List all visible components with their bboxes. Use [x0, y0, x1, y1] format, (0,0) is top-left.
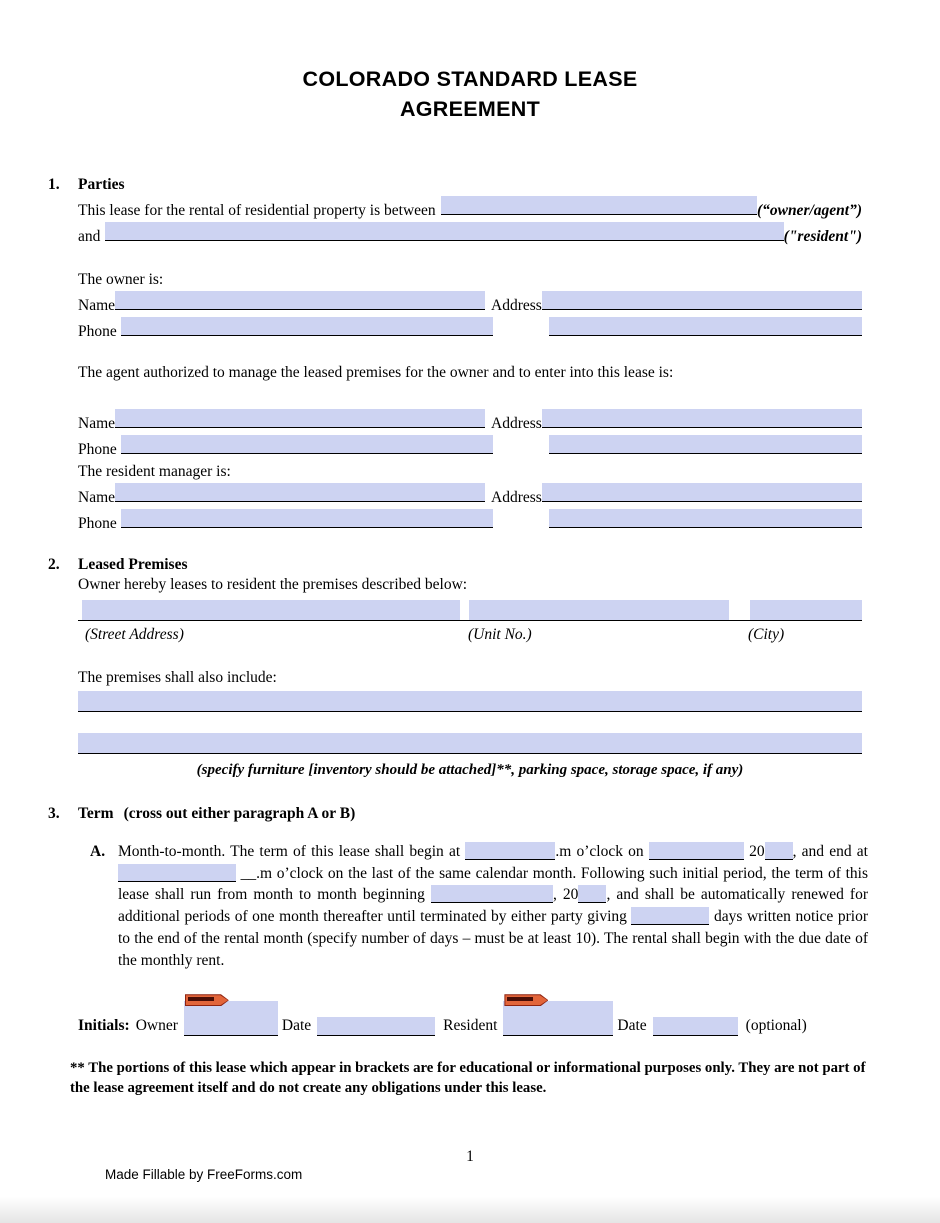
term-text-5: __.m o’clock on the last of the same calendar month. Following such initial period, the term of this lease shall run from month to month beginning [118, 864, 868, 904]
agent-address-label: Address [491, 415, 542, 432]
owner-is-label [78, 269, 862, 291]
resident-manager-text: The resident manager is: [78, 463, 231, 480]
term-text-3: 20 [743, 843, 765, 860]
owner-date-label: Date [281, 1017, 312, 1035]
manager-name-label: Name [78, 489, 116, 506]
premises-include-label: The premises shall also include: [78, 669, 277, 686]
owner-label: Owner [135, 1017, 178, 1035]
manager-name-row [78, 483, 862, 509]
notice-days-field[interactable] [631, 907, 709, 925]
begin-time-field[interactable] [465, 842, 555, 860]
sign-here-tag-icon [504, 994, 548, 1006]
term-text-4: , and end at [792, 843, 868, 860]
owner-phone-row [78, 317, 862, 343]
owner-name-row [78, 291, 862, 317]
premises-section-number: 2. [48, 556, 60, 573]
agent-name-label: Name [78, 415, 116, 432]
agent-address-field[interactable] [542, 409, 862, 428]
resident-manager-label [78, 461, 862, 483]
title-line-2: AGREEMENT [399, 97, 541, 121]
agent-phone-row [78, 435, 862, 461]
manager-phone-field[interactable] [121, 509, 493, 528]
paragraph-a-label: A. [90, 843, 106, 860]
initials-label: Initials: [78, 1017, 130, 1035]
city-field[interactable] [750, 600, 862, 620]
initials-row [78, 1001, 862, 1036]
premises-address-line [78, 600, 862, 621]
parties-intro-text: This lease for the rental of residential property is between [78, 202, 436, 219]
section-leased-premises [0, 556, 940, 779]
page-number: 1 [466, 1148, 474, 1165]
manager-address-label: Address [491, 489, 542, 506]
resident-initials-date-field[interactable] [653, 1017, 738, 1036]
month-beginning-field[interactable] [431, 885, 553, 903]
owner-agent-name-field[interactable] [441, 196, 757, 215]
street-address-field[interactable] [82, 600, 460, 620]
parties-heading-row [48, 176, 868, 194]
begin-date-field[interactable] [649, 842, 744, 860]
term-section-number: 3. [48, 805, 60, 822]
term-heading-note: (cross out either paragraph A or B) [123, 805, 356, 822]
title-line-1: COLORADO STANDARD LEASE [302, 67, 638, 91]
owner-phone-label: Phone [78, 323, 117, 340]
beginning-year-field[interactable] [578, 885, 606, 903]
term-paragraph-a [90, 841, 869, 971]
street-address-caption: (Street Address) [85, 626, 184, 643]
and-text: and [78, 228, 101, 245]
manager-phone-label: Phone [78, 515, 117, 532]
section-parties [0, 176, 940, 535]
term-heading-row [48, 805, 868, 823]
resident-names-field[interactable] [105, 222, 783, 241]
unit-no-field[interactable] [469, 600, 729, 620]
resident-label-initials: Resident [443, 1017, 498, 1035]
freeforms-credit: Made Fillable by FreeForms.com [105, 1167, 303, 1182]
resident-label: ("resident") [783, 228, 862, 245]
educational-footnote: ** The portions of this lease which appear in brackets are for educational or informational purposes only. They are not part of the lease agreement itself and do not create any obligations under this lease. [70, 1060, 866, 1097]
owner-agent-label: (“owner/agent”) [756, 202, 862, 219]
agent-name-field[interactable] [115, 409, 485, 428]
agent-phone-field[interactable] [121, 435, 493, 454]
end-time-field[interactable] [118, 864, 236, 882]
sign-here-tag-icon [185, 994, 229, 1006]
owner-initials-date-field[interactable] [317, 1017, 435, 1036]
owner-name-label: Name [78, 297, 116, 314]
premises-include-field-2[interactable] [78, 733, 862, 754]
owner-phone-field[interactable] [121, 317, 493, 336]
owner-phone-2-field[interactable] [549, 317, 862, 336]
city-caption: (City) [748, 626, 785, 643]
owner-address-label: Address [491, 297, 542, 314]
manager-phone-row [78, 509, 862, 535]
owner-initials-field[interactable] [184, 1001, 278, 1036]
term-text-7: , and shall be automatically renewed for additional periods of one month thereafter until terminated by either party giving [118, 886, 869, 926]
manager-name-field[interactable] [115, 483, 485, 502]
term-text-8: days written notice prior to the end of the rental month (specify number of days – must be at least 10). The rental shall begin with the due date of the monthly rent. [118, 908, 868, 969]
parties-intro-line-2 [78, 222, 862, 248]
parties-intro-line-1 [78, 196, 862, 222]
agent-phone-label: Phone [78, 441, 117, 458]
agent-name-row [78, 409, 862, 435]
unit-no-caption: (Unit No.) [468, 626, 532, 643]
term-text-1: Month-to-month. The term of this lease shall begin at [118, 843, 466, 860]
manager-phone-2-field[interactable] [549, 509, 862, 528]
agent-phone-2-field[interactable] [549, 435, 862, 454]
specify-furniture-caption: (specify furniture [inventory should be attached]**, parking space, storage space, if any) [196, 762, 744, 778]
parties-section-heading: Parties [78, 176, 125, 193]
document-title [0, 64, 940, 124]
resident-initials-field[interactable] [503, 1001, 613, 1036]
premises-section-heading: Leased Premises [78, 556, 188, 573]
owner-is-text: The owner is: [78, 271, 164, 288]
term-text-2: .m o’clock on [555, 843, 649, 860]
sign-here-tag-text [188, 997, 214, 1001]
owner-name-field[interactable] [115, 291, 485, 310]
parties-section-number: 1. [48, 176, 60, 193]
sign-here-tag-text [507, 997, 533, 1001]
term-section-heading: Term [78, 805, 114, 822]
premises-heading-row [48, 556, 868, 574]
section-term [0, 805, 940, 971]
term-text-6: , 20 [552, 886, 579, 904]
agent-intro-text: The agent authorized to manage the leased premises for the owner and to enter into this lease is: [78, 364, 674, 381]
manager-address-field[interactable] [542, 483, 862, 502]
premises-captions-row [78, 624, 862, 646]
premises-include-field-1[interactable] [78, 691, 862, 712]
resident-date-label: Date [617, 1017, 647, 1035]
begin-year-field[interactable] [765, 842, 793, 860]
premises-intro-text: Owner hereby leases to resident the premises described below: [78, 576, 468, 593]
optional-label: (optional) [745, 1017, 807, 1035]
page-bottom-shade [0, 1197, 940, 1223]
owner-address-field[interactable] [542, 291, 862, 310]
